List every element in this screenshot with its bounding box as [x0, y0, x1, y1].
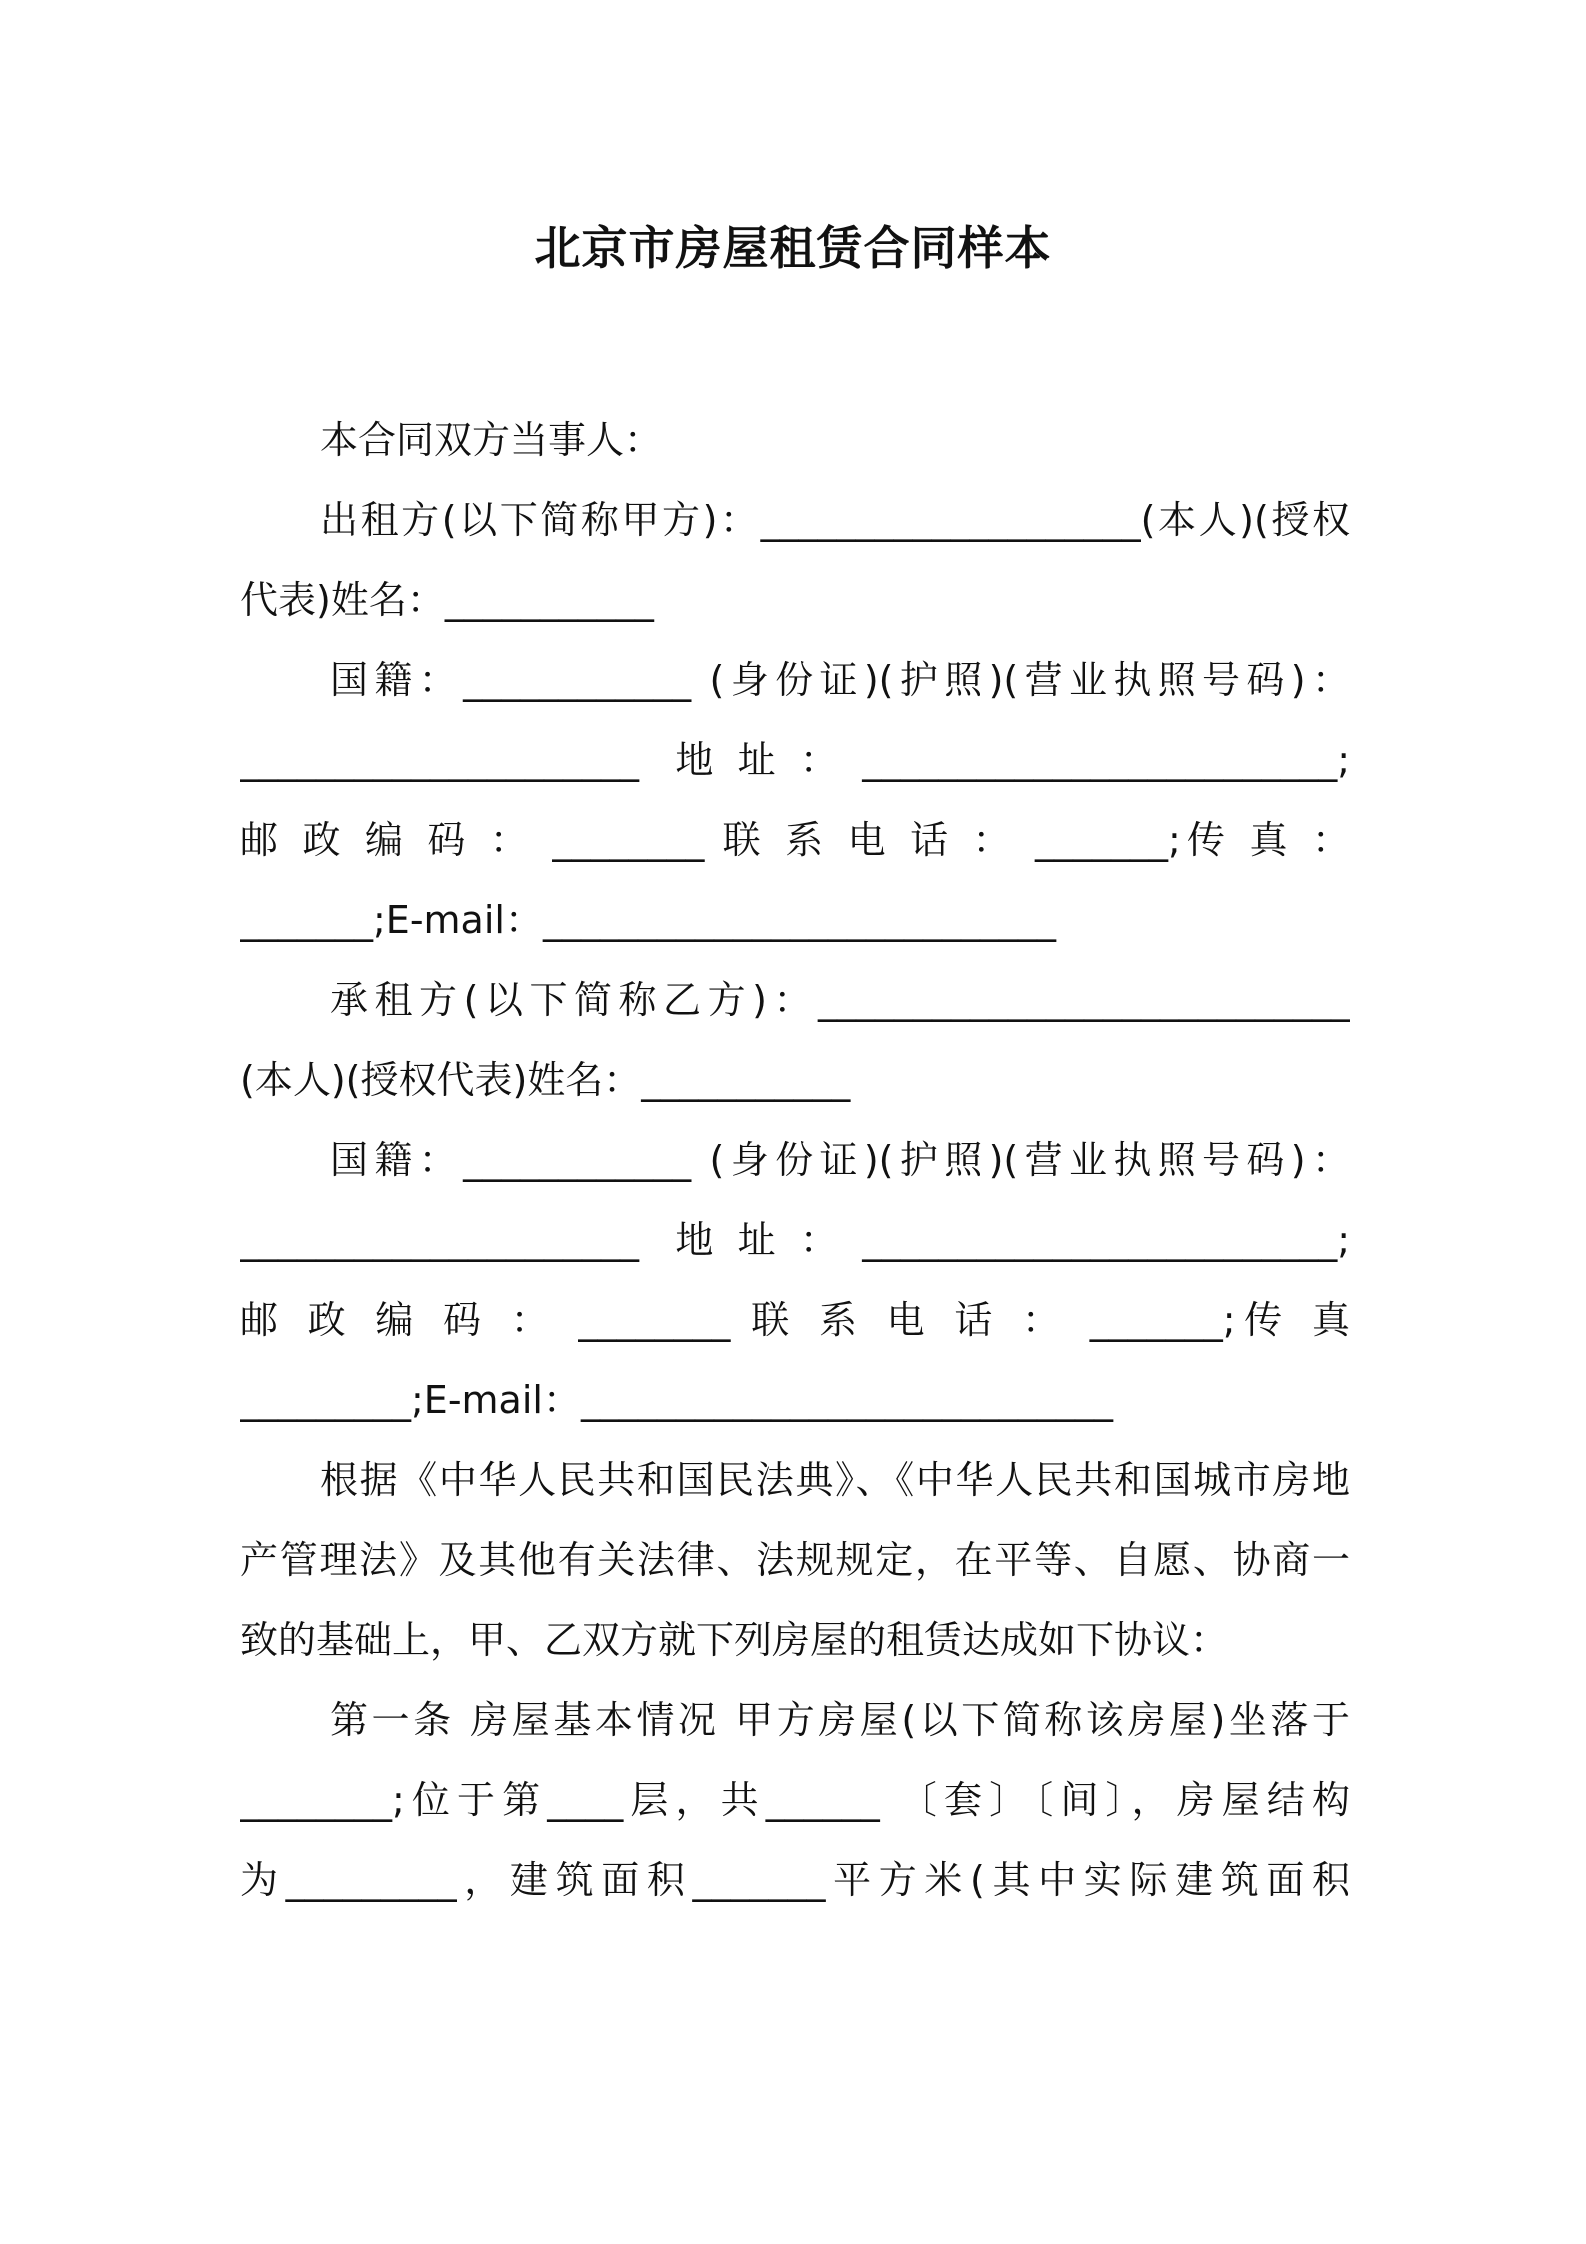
lessee-address-line: _____________________ 地址：_________________________;: [240, 1218, 1350, 1262]
lessor-contact-line: 邮 政 编 码 ： ________ 联 系 电 话 ： _______;传 真 ：: [240, 818, 1350, 862]
document-title: 北京市房屋租赁合同样本: [534, 221, 1052, 275]
legal-basis-line-1: 根据《中华人民共和国民法典》、《中华人民共和国城市房地: [320, 1458, 1350, 1502]
paragraph-parties-intro: 本合同双方当事人：: [320, 418, 663, 462]
lessee-contact-line: 邮 政 编 码 ： ________ 联 系 电 话 ： _______;传 真: [240, 1298, 1350, 1342]
legal-basis-line-2: 产管理法》及其他有关法律、法规规定，在平等、自愿、协商一: [240, 1538, 1350, 1582]
contract-body: [240, 400, 1350, 1920]
lessor-address-line: _____________________ 地址：_________________________;: [240, 738, 1350, 782]
lessor-line-1: 出租方(以下简称甲方)：____________________(本人)(授权: [320, 498, 1350, 542]
lessee-email-line: _________;E-mail：____________________________: [240, 1378, 1113, 1422]
lessee-nationality-line: 国籍：____________ (身份证)(护照)(营业执照号码)：: [330, 1138, 1350, 1182]
article-one-line-3: 为_________，建筑面积_______平方米(其中实际建筑面积: [240, 1858, 1350, 1902]
article-one-line-1: 第一条 房屋基本情况 甲方房屋(以下简称该房屋)坐落于: [330, 1698, 1350, 1742]
article-one-line-2: ________;位于第____层，共______ 〔套〕〔间〕，房屋结构: [240, 1778, 1350, 1822]
legal-basis-line-3: 致的基础上，甲、乙双方就下列房屋的租赁达成如下协议：: [240, 1618, 1229, 1662]
lessee-line-1: 承租方(以下简称乙方)：____________________________: [330, 978, 1350, 1022]
lessor-nationality-line: 国籍：____________ (身份证)(护照)(营业执照号码)：: [330, 658, 1350, 702]
lessor-line-2: 代表)姓名：___________: [240, 578, 654, 622]
lessor-email-line: _______;E-mail：___________________________: [240, 898, 1056, 942]
lessee-line-2: (本人)(授权代表)姓名：___________: [240, 1058, 851, 1102]
